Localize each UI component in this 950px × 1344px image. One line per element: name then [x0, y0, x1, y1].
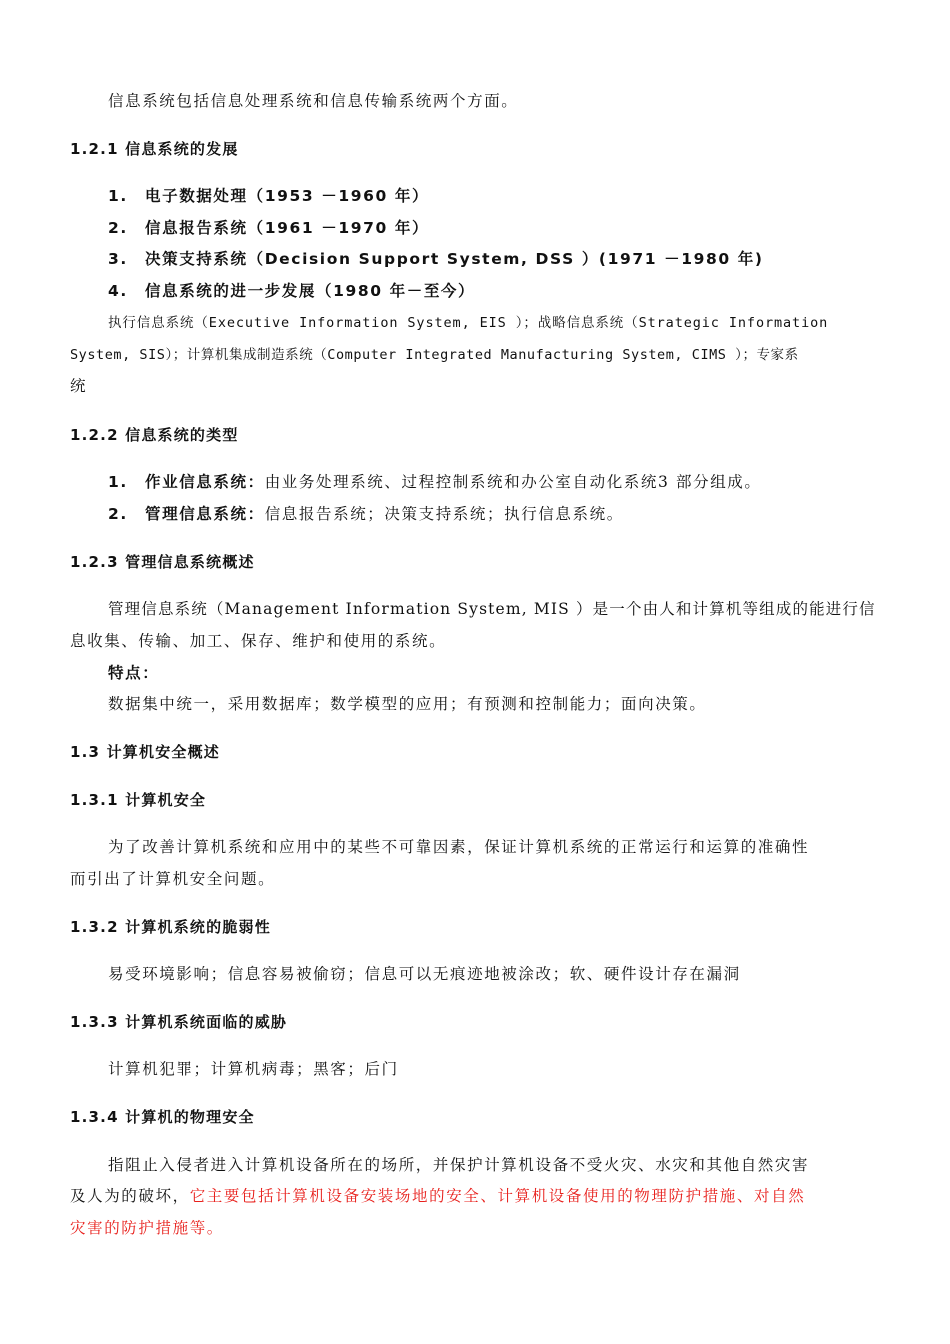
list-text: 信息报告系统；决策支持系统；执行信息系统。: [264, 505, 624, 523]
list-number: 2.: [108, 219, 128, 237]
features-text: 数据集中统一，采用数据库；数学模型的应用；有预测和控制能力；面向决策。: [108, 695, 707, 713]
paragraph: 计算机犯罪；计算机病毒；黑客；后门: [108, 1060, 399, 1078]
list-item: [70, 213, 880, 245]
list-text: 信息报告系统（1961 －1970 年）: [145, 219, 430, 237]
paragraph-line: 统: [70, 377, 88, 395]
list-number: 2.: [108, 505, 128, 523]
list-item: [70, 467, 880, 499]
list-number: 3.: [108, 250, 128, 268]
list-term: 管理信息系统：: [145, 505, 265, 523]
list-text: 电子数据处理（1953 －1960 年）: [145, 187, 430, 205]
intro-paragraph: 信息系统包括信息处理系统和信息传输系统两个方面。: [108, 92, 519, 110]
paragraph-text: 及人为的破坏，: [70, 1187, 190, 1205]
list-item: [70, 181, 880, 213]
list-term: 作业信息系统：: [145, 473, 265, 491]
heading-1-2-1: 1.2.1 信息系统的发展: [70, 140, 239, 158]
heading-1-2-3: 1.2.3 管理信息系统概述: [70, 553, 255, 571]
heading-1-2-2: 1.2.2 信息系统的类型: [70, 426, 239, 444]
list-text: 决策支持系统（Decision Support System, DSS ）(1971 －1980 年): [145, 250, 764, 268]
paragraph: 易受环境影响；信息容易被偷窃；信息可以无痕迹地被涂改；软、硬件设计存在漏洞: [108, 965, 741, 983]
heading-1-3-4: 1.3.4 计算机的物理安全: [70, 1108, 255, 1126]
list-item: [70, 499, 880, 531]
list-item: [70, 244, 880, 276]
highlighted-text: 灾害的防护措施等。: [70, 1219, 224, 1237]
heading-1-3: 1.3 计算机安全概述: [70, 743, 220, 761]
features-label: 特点：: [108, 664, 160, 682]
paragraph-line: 息收集、传输、加工、保存、维护和使用的系统。: [70, 632, 447, 650]
highlighted-text: 它主要包括计算机设备安装场地的安全、计算机设备使用的物理防护措施、对自然: [189, 1187, 806, 1205]
heading-1-3-1: 1.3.1 计算机安全: [70, 791, 207, 809]
paragraph-line: 而引出了计算机安全问题。: [70, 870, 276, 888]
paragraph-line: [70, 1181, 880, 1213]
paragraph-line: 为了改善计算机系统和应用中的某些不可靠因素，保证计算机系统的正常运行和运算的准确性: [108, 838, 810, 856]
paragraph-line: 执行信息系统（Executive Information System, EIS ）；战略信息系统（Strategic Information: [108, 315, 829, 331]
list-text: 由业务处理系统、过程控制系统和办公室自动化系统3 部分组成。: [264, 473, 762, 491]
paragraph-line: System, SIS）；计算机集成制造系统（Computer Integrated Manufacturing System, CIMS ）；专家系: [70, 347, 799, 363]
paragraph-line: 指阻止入侵者进入计算机设备所在的场所，并保护计算机设备不受火灾、水灾和其他自然灾害: [108, 1156, 810, 1174]
paragraph-line: 管理信息系统（Management Information System, MIS ）是一个由人和计算机等组成的能进行信: [108, 600, 876, 618]
list-text: 信息系统的进一步发展（1980 年－至今）: [145, 282, 476, 300]
list-number: 1.: [108, 187, 128, 205]
list-item: [70, 276, 880, 308]
list-number: 1.: [108, 473, 128, 491]
heading-1-3-3: 1.3.3 计算机系统面临的威胁: [70, 1013, 288, 1031]
heading-1-3-2: 1.3.2 计算机系统的脆弱性: [70, 918, 271, 936]
list-number: 4.: [108, 282, 128, 300]
